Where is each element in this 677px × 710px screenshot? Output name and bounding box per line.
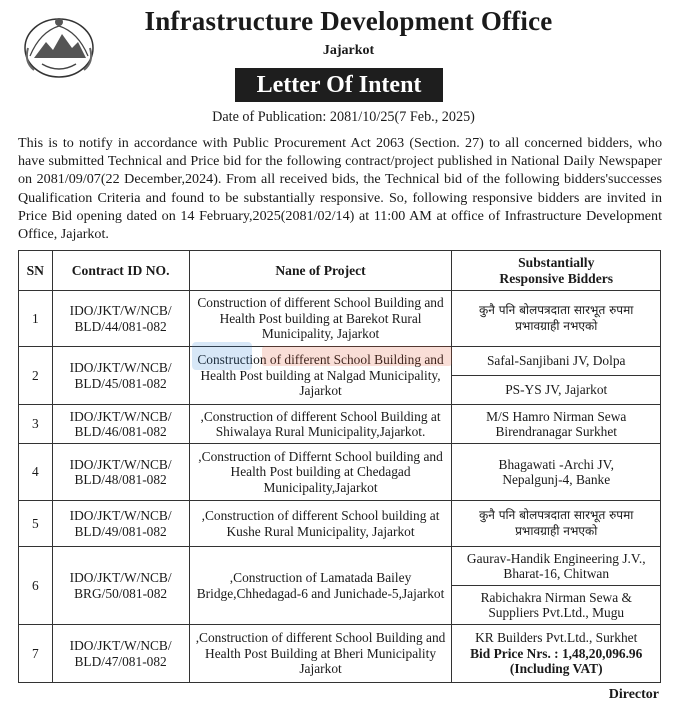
bidder-line1: कुनै पनि बोलपत्रदाता सारभूत रुपमा xyxy=(479,303,634,317)
contract-id-line1: IDO/JKT/W/NCB/ xyxy=(69,508,172,523)
row-project: ,Construction of different School building at Kushe Rural Municipality, Jajarkot xyxy=(189,501,452,547)
bid-price: Bid Price Nrs. : 1,48,20,096.96 xyxy=(470,645,643,661)
row-sn: 3 xyxy=(19,405,53,444)
contract-id-line2: BLD/49/081-082 xyxy=(74,523,167,539)
row-project: ,Construction of Differnt School building and Health Post building at Chedagad Municipality,Jajarkot xyxy=(189,444,452,501)
contract-id-line2: BLD/46/081-082 xyxy=(74,424,167,439)
bidder-line2: Nepalgunj-4, Banke xyxy=(502,472,611,487)
row-sn: 1 xyxy=(19,291,53,347)
bidder-line1: KR Builders Pvt.Ltd., Surkhet xyxy=(475,630,638,646)
contract-id-line1: IDO/JKT/W/NCB/ xyxy=(69,303,172,318)
table-row xyxy=(19,547,661,586)
contract-id-line2: BLD/44/081-082 xyxy=(74,318,167,334)
header-bidders-line2: Responsive Bidders xyxy=(499,270,614,286)
row-sn: 4 xyxy=(19,444,53,501)
notice-title: Letter Of Intent xyxy=(235,68,443,102)
publication-date: Date of Publication: 2081/10/25(7 Feb., 2025) xyxy=(212,109,475,125)
row-contract-id xyxy=(52,405,189,444)
bidder-line1: M/S Hamro Nirman Sewa xyxy=(486,408,627,424)
table-row xyxy=(19,444,661,501)
bidder-line2: Bharat-16, Chitwan xyxy=(503,566,610,581)
contract-id-line1: IDO/JKT/W/NCB/ xyxy=(69,570,172,585)
row-contract-id xyxy=(52,625,189,683)
bidder-line2: प्रभावग्राही नभएको xyxy=(515,318,598,333)
row-bidder: Safal-Sanjibani JV, Dolpa xyxy=(452,347,661,376)
bidders-table xyxy=(18,250,661,683)
office-location: Jajarkot xyxy=(322,43,375,58)
intro-paragraph: This is to notify in accordance with Public Procurement Act 2063 (Section. 27) to all concerned bidders, who have submitted Technical and Price bid for the following contract/project published in National Daily Newspaper on 2081/09/07(22 December,2024). From all received bids, the Technical bid of the following bidders'successes Qualification Criteria and found to be substantially responsive. So, following responsive bidders are invited in Price Bid opening dated on 14 February,2025(2081/02/14) at 11:00 AM at office of Infrastructure Development Office, Jajarkot. xyxy=(18,135,662,243)
row-bidder xyxy=(452,625,661,683)
row-bidder xyxy=(452,547,661,586)
contract-id-line1: IDO/JKT/W/NCB/ xyxy=(69,408,172,424)
row-sn: 5 xyxy=(19,501,53,547)
signature-director: Director xyxy=(608,687,659,702)
contract-id-line1: IDO/JKT/W/NCB/ xyxy=(69,456,172,472)
row-project: ,Construction of Lamatada Bailey Bridge,Chhedagad-6 and Junichade-5,Jajarkot xyxy=(189,547,452,625)
row-sn: 7 xyxy=(19,625,53,683)
row-contract-id xyxy=(52,291,189,347)
row-contract-id xyxy=(52,347,189,405)
bidder-line2: प्रभावग्राही नभएको xyxy=(515,523,598,538)
table-row xyxy=(19,405,661,444)
office-title: Infrastructure Development Office xyxy=(144,6,553,36)
bidder-line1: Rabichakra Nirman Sewa & xyxy=(480,589,632,605)
row-bidder xyxy=(452,405,661,444)
header-bidders xyxy=(452,251,661,291)
row-bidder: PS-YS JV, Jajarkot xyxy=(452,376,661,405)
header-bidders-line1: Substantially xyxy=(518,255,595,270)
table-row xyxy=(19,625,661,683)
row-project: ,Construction of different School Building at Shiwalaya Rural Municipality,Jajarkot. xyxy=(189,405,452,444)
row-bidder xyxy=(452,444,661,501)
bidder-line1: Bhagawati -Archi JV, xyxy=(498,456,614,472)
bidder-line1: कुनै पनि बोलपत्रदाता सारभूत रुपमा xyxy=(479,508,634,522)
row-bidder xyxy=(452,586,661,625)
table-row xyxy=(19,291,661,347)
contract-id-line2: BLD/47/081-082 xyxy=(74,653,167,669)
table-row xyxy=(19,347,661,376)
contract-id-line2: BLD/45/081-082 xyxy=(74,375,167,391)
vat-note: (Including VAT) xyxy=(509,661,603,677)
contract-id-line1: IDO/JKT/W/NCB/ xyxy=(69,638,172,653)
header-project: Nane of Project xyxy=(189,251,452,291)
row-contract-id xyxy=(52,444,189,501)
row-sn: 2 xyxy=(19,347,53,405)
header-sn: SN xyxy=(19,251,53,291)
row-contract-id xyxy=(52,547,189,625)
row-project: Construction of different School Building and Health Post building at Nalgad Municipality, Jajarkot xyxy=(189,347,452,405)
bidder-line2: Suppliers Pvt.Ltd., Mugu xyxy=(488,605,625,620)
contract-id-line2: BRG/50/081-082 xyxy=(74,585,168,601)
bidder-line1: Gaurav-Handik Engineering J.V., xyxy=(466,550,646,566)
bidder-line2: Birendranagar Surkhet xyxy=(495,424,618,439)
row-contract-id xyxy=(52,501,189,547)
contract-id-line2: BLD/48/081-082 xyxy=(74,472,167,487)
row-bidder xyxy=(452,291,661,347)
contract-id-line1: IDO/JKT/W/NCB/ xyxy=(69,360,172,375)
table-header-row xyxy=(19,251,661,291)
row-project: Construction of different School Building and Health Post building at Barekot Rural Municipality, Jajarkot xyxy=(189,291,452,347)
table-row xyxy=(19,501,661,547)
row-bidder xyxy=(452,501,661,547)
row-project: ,Construction of different School Building and Health Post Building at Bheri Municipality Jajarkot xyxy=(189,625,452,683)
header-contract-id: Contract ID NO. xyxy=(52,251,189,291)
row-sn: 6 xyxy=(19,547,53,625)
